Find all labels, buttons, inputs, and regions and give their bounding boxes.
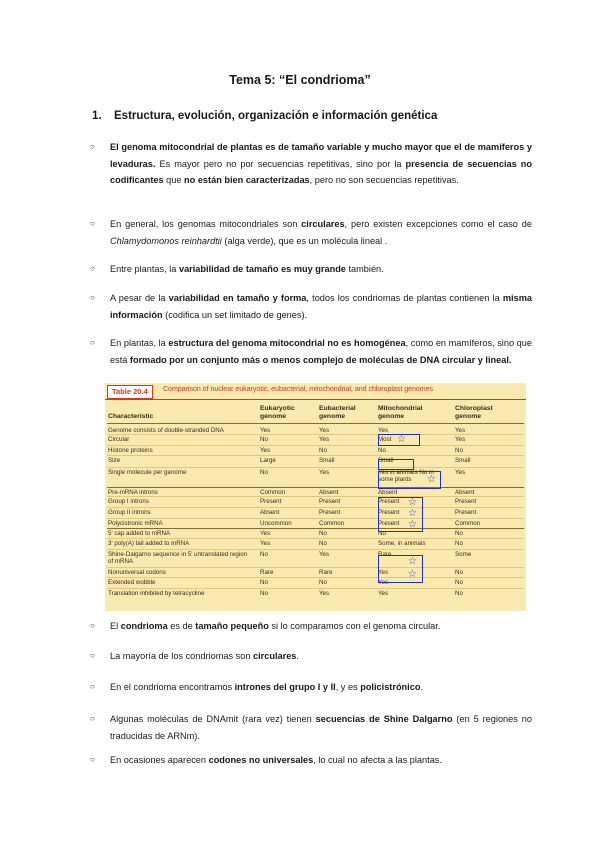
bullet-text-bold: circulares [301, 219, 345, 229]
bullet-text: si lo comparamos con el genoma circular. [268, 621, 441, 631]
table-cell: Absent [378, 489, 398, 496]
column-header: Mitochondrial genome [378, 405, 423, 420]
table-cell: No [319, 579, 327, 586]
table-cell: No [260, 469, 268, 476]
divider [107, 423, 524, 424]
row-divider [107, 434, 524, 435]
table-cell: Yes [260, 540, 271, 547]
table-cell: Absent [260, 509, 280, 516]
table-caption: Comparison of nuclear eukaryotic, eubacterial, mitochondrial, and chloroplast genomes [163, 386, 434, 393]
bullet-text: (codifica un set limitado de genes). [162, 309, 308, 320]
table-cell: Large [260, 457, 276, 464]
circle-bullet-icon: ○ [90, 219, 95, 228]
list-item [92, 216, 532, 249]
list-item [92, 335, 532, 368]
table-cell: No [378, 530, 386, 537]
bullet-text-bold: misma información [110, 293, 532, 320]
bullet-text: , pero existen excepciones como el caso de [344, 219, 532, 229]
bullet-text: , y es [335, 682, 361, 692]
table-cell: No [455, 579, 463, 586]
bullet-text: , como en mamíferos, sino que está [110, 338, 532, 365]
circle-bullet-icon: ○ [90, 264, 95, 273]
list-item [92, 290, 532, 323]
row-label-cell: Group II introns [108, 509, 151, 516]
divider [105, 399, 526, 400]
table-cell: Yes [455, 469, 466, 476]
list-item [92, 618, 532, 635]
table-cell: No [378, 447, 386, 454]
table-cell: Present [319, 509, 341, 516]
circle-bullet-icon: ○ [90, 338, 95, 347]
list-item [92, 139, 532, 189]
bullet-text: , todos los condriomas de plantas contienen la [306, 293, 503, 303]
table-cell: No [455, 590, 463, 597]
star-icon: ☆ [427, 474, 436, 485]
star-icon: ☆ [408, 497, 417, 508]
bullet-text: Entre plantas, la [110, 264, 179, 274]
bullet-text-bold: estructura del genoma mitocondrial no es homogénea [168, 338, 406, 348]
star-icon: ☆ [408, 519, 417, 530]
column-header: Eubacterial genome [319, 405, 356, 420]
row-label-cell: Single molecule per genome [108, 469, 187, 476]
list-item [92, 261, 532, 278]
bullet-text: (alga verde), que es un molécula lineal . [221, 235, 388, 246]
table-cell: Yes [378, 569, 389, 576]
table-header-bar [105, 383, 526, 399]
row-label-cell: Histone proteins [108, 447, 153, 454]
table-cell: Small [455, 457, 471, 464]
bullet-text-italic: Chlamydomonos reinhardtii [110, 235, 222, 246]
circle-bullet-icon: ○ [90, 714, 95, 723]
table-cell: Yes [378, 427, 389, 434]
bullet-text: En el condrioma encontramos [110, 682, 235, 692]
section-heading [92, 110, 437, 122]
list-item [92, 679, 532, 696]
row-divider [107, 467, 524, 468]
circle-bullet-icon: ○ [90, 621, 95, 630]
row-divider [107, 507, 524, 508]
section-title: Estructura, evolución, organización e información genética [114, 110, 438, 122]
row-divider [107, 588, 524, 589]
row-label-cell: Genome consists of double-stranded DNA [108, 427, 224, 434]
circle-bullet-icon: ○ [90, 293, 95, 302]
row-divider [107, 445, 524, 446]
section-number: 1. [92, 110, 102, 122]
bullet-text-bold: circulares [253, 651, 297, 661]
bullet-text: , pero no son secuencias repetitivas. [309, 175, 459, 185]
table-cell: Present [455, 509, 477, 516]
bullet-text: . [296, 651, 299, 661]
table-cell: Small [378, 457, 394, 464]
row-divider [107, 496, 524, 497]
bullet-text-bold: variabilidad de tamaño es muy grande [178, 264, 346, 274]
circle-bullet-icon: ○ [90, 651, 95, 660]
table-cell: No [319, 540, 327, 547]
bullet-text-bold: no están bien caracterizadas [184, 175, 310, 185]
table-cell: Uncommon [260, 520, 292, 527]
star-icon: ☆ [408, 569, 417, 580]
table-cell: Common [319, 520, 345, 527]
bullet-text: En plantas, la [110, 338, 169, 348]
table-cell: Yes [319, 427, 330, 434]
row-label-cell: 3' poly(A) tail added to mRNA [108, 540, 190, 547]
bullet-text-bold: presencia de secuencias no codificantes [110, 158, 532, 185]
row-label-cell: Polycistronic mRNA [108, 520, 163, 527]
table-cell: Present [319, 498, 341, 505]
table-cell: Yes [319, 436, 330, 443]
bullet-text-bold: El genoma mitocondrial de plantas es de tamaño variable y mucho mayor que el de mamíferos y levaduras. [110, 142, 532, 169]
table-cell: Present [378, 509, 400, 516]
row-label-cell: Translation inhibited by tetracycline [108, 590, 205, 597]
bullet-text-bold: variabilidad en tamaño y forma [168, 293, 307, 303]
table-cell: Yes [455, 427, 466, 434]
row-label-cell: Size [108, 457, 121, 464]
row-divider [107, 577, 524, 578]
bullet-text: A pesar de la [110, 293, 169, 303]
table-cell: No [455, 569, 463, 576]
column-header: Characteristic [108, 413, 154, 420]
list-item [92, 648, 532, 665]
bullet-text: Algunas moléculas de DNAmit (rara vez) tienen [110, 714, 316, 724]
circle-bullet-icon: ○ [90, 755, 95, 764]
bullet-text: La mayoría de los condriomas son [110, 651, 253, 661]
bullet-text: (en 5 regiones no traducidas de ARNm). [110, 714, 532, 741]
page-title: Tema 5: “El condrioma” [229, 73, 371, 87]
table-cell: No [260, 436, 268, 443]
row-label-cell: Circular [108, 436, 130, 443]
table-cell: Yes [378, 590, 389, 597]
bullet-text: . [420, 682, 424, 692]
star-icon: ☆ [408, 556, 417, 567]
row-label-cell: Nonuniversal codons [108, 569, 166, 576]
bullet-text: es de [167, 621, 196, 631]
table-cell: Yes in animals No in some plants [378, 469, 434, 483]
table-cell: No [260, 551, 268, 558]
table-cell: Small [319, 457, 335, 464]
bullet-text: , lo cual no afecta a las plantas. [313, 755, 442, 765]
row-divider [107, 487, 524, 488]
table-cell: No [319, 530, 327, 537]
bullet-text: que [163, 175, 185, 185]
table-cell: Yes [319, 551, 330, 558]
bullet-text-bold: formado por un conjunto más o menos complejo de moléculas de DNA circular y lineal. [129, 354, 512, 365]
star-icon: ☆ [408, 508, 417, 519]
table-cell: Rare [260, 569, 274, 576]
star-icon: ☆ [397, 434, 406, 445]
circle-bullet-icon: ○ [90, 142, 95, 151]
circle-bullet-icon: ○ [90, 682, 95, 691]
table-number-tag: Table 20.4 [107, 385, 153, 399]
table-cell: Yes [260, 427, 271, 434]
row-label-cell: 5' cap added to mRNA [108, 530, 171, 537]
row-divider [107, 518, 524, 519]
table-cell: Some, in animals [378, 540, 426, 547]
row-divider [107, 549, 524, 550]
table-cell: Rare [378, 551, 392, 558]
column-header: Chloroplast genome [455, 405, 493, 420]
table-cell: Most [378, 436, 392, 443]
table-cell: Yes [319, 469, 330, 476]
bullet-text: En general, los genomas mitocondriales son [110, 219, 302, 229]
list-item [92, 752, 532, 769]
bullet-text-bold: tamaño pequeño [195, 621, 269, 631]
highlight-box [378, 459, 414, 470]
table-cell: Absent [319, 489, 339, 496]
table-cell: No [319, 447, 327, 454]
table-cell: Yes [260, 447, 271, 454]
column-header: Eukaryotic genome [260, 405, 295, 420]
bullet-text-bold: policistrónico [360, 682, 421, 692]
bullet-text: también. [345, 264, 384, 274]
comparison-table-figure [105, 383, 526, 611]
table-cell: Rare [319, 569, 333, 576]
bullet-text-bold: codones no universales [208, 755, 314, 765]
row-divider [107, 455, 524, 456]
bullet-text-bold: secuencias de Shine Dalgarno [315, 714, 453, 724]
table-cell: Absent [455, 489, 475, 496]
table-cell: No [455, 447, 463, 454]
row-label-cell: Group I introns [108, 498, 149, 505]
table-cell: Some [455, 551, 472, 558]
table-cell: Yes [319, 590, 330, 597]
table-cell: No [260, 590, 268, 597]
row-label-cell: Pre-mRNA introns [108, 489, 158, 496]
bullet-text: Es mayor pero no por secuencias repetitivas, sino por la [155, 158, 406, 169]
table-cell: No [455, 540, 463, 547]
list-item [92, 711, 532, 744]
table-cell: Yes [260, 530, 271, 537]
bullet-text: En ocasiones aparecen [110, 755, 209, 765]
table-cell: Common [260, 489, 286, 496]
row-divider [107, 567, 524, 568]
row-label-cell: Shine-Dalgarno sequence in 5' untranslated region of mRNA [108, 551, 248, 565]
table-cell: No [260, 579, 268, 586]
table-cell: No [455, 530, 463, 537]
row-divider [107, 538, 524, 539]
table-cell: Present [378, 520, 400, 527]
table-cell: Present [455, 498, 477, 505]
table-cell: Present [378, 498, 400, 505]
bullet-text-bold: condrioma [120, 621, 168, 631]
bullet-text: El [110, 621, 121, 631]
row-divider [107, 528, 524, 529]
row-label-cell: Extended wobble [108, 579, 156, 586]
bullet-text-bold: intrones del grupo I y II [234, 682, 336, 692]
table-cell: Present [260, 498, 282, 505]
table-cell: Yes [378, 579, 389, 586]
table-cell: Common [455, 520, 481, 527]
table-cell: Yes [455, 436, 466, 443]
